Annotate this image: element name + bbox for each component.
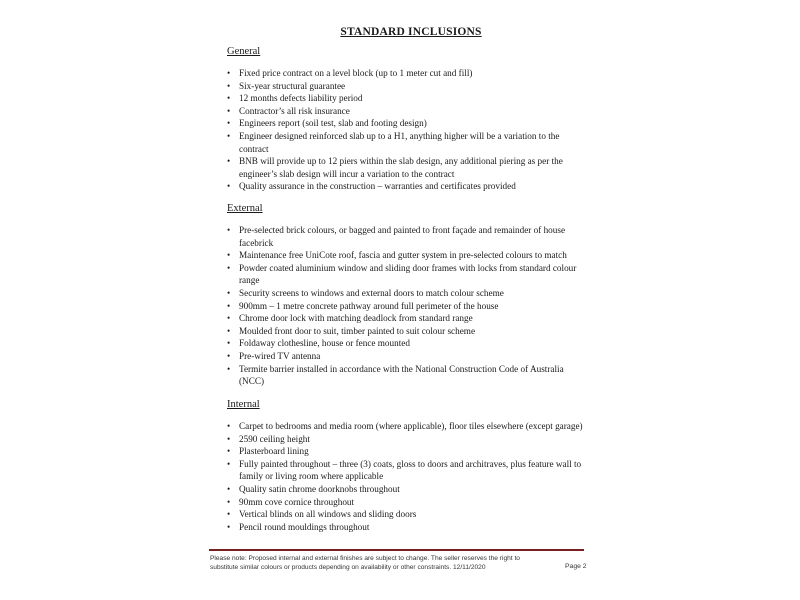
list-item: • Quality assurance in the construction – warranties and certificates provided [227,180,587,193]
list-item: • 12 months defects liability period [227,92,587,105]
list-item: • 90mm cove cornice throughout [227,496,587,509]
list-item: • Pre-selected brick colours, or bagged and painted to front façade and remainder of house facebrick [227,224,587,249]
footer-divider [209,549,584,551]
list-item: • Powder coated aluminium window and sliding door frames with locks from standard colour range [227,262,587,287]
list-item: • Fixed price contract on a level block (up to 1 meter cut and fill) [227,67,587,80]
list-item: • Chrome door lock with matching deadlock from standard range [227,312,587,325]
list-item: • Quality satin chrome doorknobs throughout [227,483,587,496]
internal-list [227,420,587,533]
list-item: • Vertical blinds on all windows and sliding doors [227,508,587,521]
list-item: • Moulded front door to suit, timber painted to suit colour scheme [227,325,587,338]
section-external [227,202,587,388]
section-internal [227,398,587,533]
list-item: • Maintenance free UniCote roof, fascia and gutter system in pre-selected colours to match [227,249,587,262]
page-number: Page 2 [565,563,587,570]
section-heading-internal: Internal [227,399,260,410]
section-heading-external: External [227,203,263,214]
list-item: • Carpet to bedrooms and media room (where applicable), floor tiles elsewhere (except garage) [227,420,587,433]
list-item: • 2590 ceiling height [227,433,587,446]
list-item: • Foldaway clothesline, house or fence mounted [227,337,587,350]
list-item: • Engineers report (soil test, slab and footing design) [227,117,587,130]
list-item: • BNB will provide up to 12 piers within the slab design, any additional piering as per the engineer’s slab design will incur a variation to the contract [227,155,587,180]
list-item: • Pre-wired TV antenna [227,350,587,363]
general-list [227,67,587,193]
list-item: • Engineer designed reinforced slab up to a H1, anything higher will be a variation to the contract [227,130,587,155]
list-item: • Pencil round mouldings throughout [227,521,587,534]
external-list [227,224,587,388]
list-item: • Contractor’s all risk insurance [227,105,587,118]
footer-note-line-1: Please note: Proposed internal and external finishes are subject to change. The seller reserves the right to [210,555,520,562]
list-item: • Plasterboard lining [227,445,587,458]
list-item: • Termite barrier installed in accordance with the National Construction Code of Australia (NCC) [227,363,587,388]
list-item: • Six-year structural guarantee [227,80,587,93]
footer-note-line-2: substitute similar colours or products depending on availability or other constraints. 12/11/2020 [210,564,486,572]
section-general [227,45,587,193]
footer-note [210,554,590,573]
list-item: • 900mm – 1 metre concrete pathway around full perimeter of the house [227,300,587,313]
section-heading-general: General [227,46,261,57]
document-title: STANDARD INCLUSIONS [340,26,482,38]
list-item: • Security screens to windows and external doors to match colour scheme [227,287,587,300]
list-item: • Fully painted throughout – three (3) coats, gloss to doors and architraves, plus feature wall to family or living room where applicable [227,458,587,483]
